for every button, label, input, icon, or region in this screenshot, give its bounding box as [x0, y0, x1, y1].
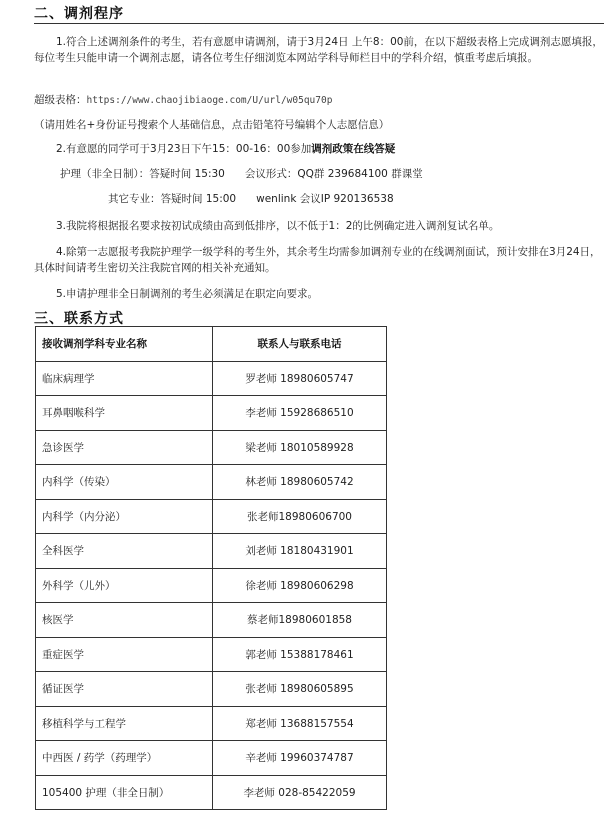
contact-cell: 辛老师 19960374787 [213, 741, 387, 776]
step-3-paragraph: 3.我院将根据报名要求按初试成绩由高到低排序，以不低于1：2的比例确定进入调剂复试名单。 [56, 220, 500, 232]
step-5-paragraph: 5.申请护理非全日制调剂的考生必须满足在职定向要求。 [56, 288, 319, 300]
contact-cell: 梁老师 18010589928 [213, 430, 387, 465]
major-cell: 移植科学与工程学 [36, 706, 213, 741]
qa-nursing-line: 护理（非全日制）：答疑时间 15:30 会议形式：QQ群 239684100 群课堂 [60, 168, 423, 180]
table-row [36, 465, 387, 500]
major-cell: 全科医学 [36, 534, 213, 569]
qa-other-line: 其它专业：答疑时间 15:00 wenlink 会议IP 920136538 [108, 193, 394, 205]
header-major: 接收调剂学科专业名称 [36, 327, 213, 362]
form-link-line [34, 92, 604, 109]
table-row [36, 706, 387, 741]
major-cell: 内科学（内分泌） [36, 499, 213, 534]
form-note: （请用姓名+身份证号搜索个人基础信息，点击铅笔符号编辑个人志愿信息） [34, 119, 390, 131]
table-row [36, 430, 387, 465]
contact-cell: 罗老师 18980605747 [213, 361, 387, 396]
step-2-highlight: 调剂政策在线答疑 [311, 143, 396, 155]
contact-cell: 刘老师 18180431901 [213, 534, 387, 569]
contact-cell: 张老师 18980605895 [213, 672, 387, 707]
form-url-link[interactable]: https://www.chaojibiaoge.com/U/url/w05qu70p [86, 95, 333, 106]
step-4-paragraph: 4.除第一志愿报考我院护理学一级学科的考生外，其余考生均需参加调剂专业的在线调剂面试，预计安排在3月24日，具体时间请考生密切关注我院官网的相关补充通知。 [34, 246, 601, 274]
contact-cell: 郭老师 15388178461 [213, 637, 387, 672]
step-1-paragraph: 1.符合上述调剂条件的考生，若有意愿申请调剂，请于3月24日 上午8：00前，在以下超级表格上完成调剂志愿填报，每位考生只能申请一个调剂志愿，请各位考生仔细浏览本网站学科导师栏目中的学科介绍，慎重考虑后填报。 [34, 36, 603, 64]
heading-underline [34, 23, 604, 24]
contact-cell: 林老师 18980605742 [213, 465, 387, 500]
major-cell: 急诊医学 [36, 430, 213, 465]
contact-table-body [36, 361, 387, 810]
table-row [36, 499, 387, 534]
section-heading-procedure: 二、调剂程序 [34, 6, 124, 22]
contact-cell: 蔡老师18980601858 [213, 603, 387, 638]
major-cell: 重症医学 [36, 637, 213, 672]
major-cell: 耳鼻咽喉科学 [36, 396, 213, 431]
contact-cell: 李老师 028-85422059 [213, 775, 387, 810]
major-cell: 105400 护理（非全日制） [36, 775, 213, 810]
contact-cell: 李老师 15928686510 [213, 396, 387, 431]
table-row [36, 637, 387, 672]
contact-cell: 徐老师 18980606298 [213, 568, 387, 603]
section-heading-contact: 三、联系方式 [34, 311, 124, 327]
table-header-row [36, 327, 387, 362]
table-row [36, 568, 387, 603]
major-cell: 外科学（儿外） [36, 568, 213, 603]
table-row [36, 741, 387, 776]
contact-cell: 张老师18980606700 [213, 499, 387, 534]
table-row [36, 361, 387, 396]
major-cell: 中西医 / 药学（药理学） [36, 741, 213, 776]
form-label: 超级表格： [34, 94, 87, 106]
table-row [36, 603, 387, 638]
major-cell: 循证医学 [36, 672, 213, 707]
table-row [36, 396, 387, 431]
major-cell: 核医学 [36, 603, 213, 638]
major-cell: 临床病理学 [36, 361, 213, 396]
header-contact: 联系人与联系电话 [213, 327, 387, 362]
major-cell: 内科学（传染） [36, 465, 213, 500]
table-row [36, 775, 387, 810]
table-row [36, 534, 387, 569]
step-2-text: 2.有意愿的同学可于3月23日下午15：00-16：00参加 [56, 143, 312, 155]
step-2-paragraph [34, 141, 604, 157]
contact-cell: 郑老师 13688157554 [213, 706, 387, 741]
contact-table [35, 326, 387, 810]
table-row [36, 672, 387, 707]
